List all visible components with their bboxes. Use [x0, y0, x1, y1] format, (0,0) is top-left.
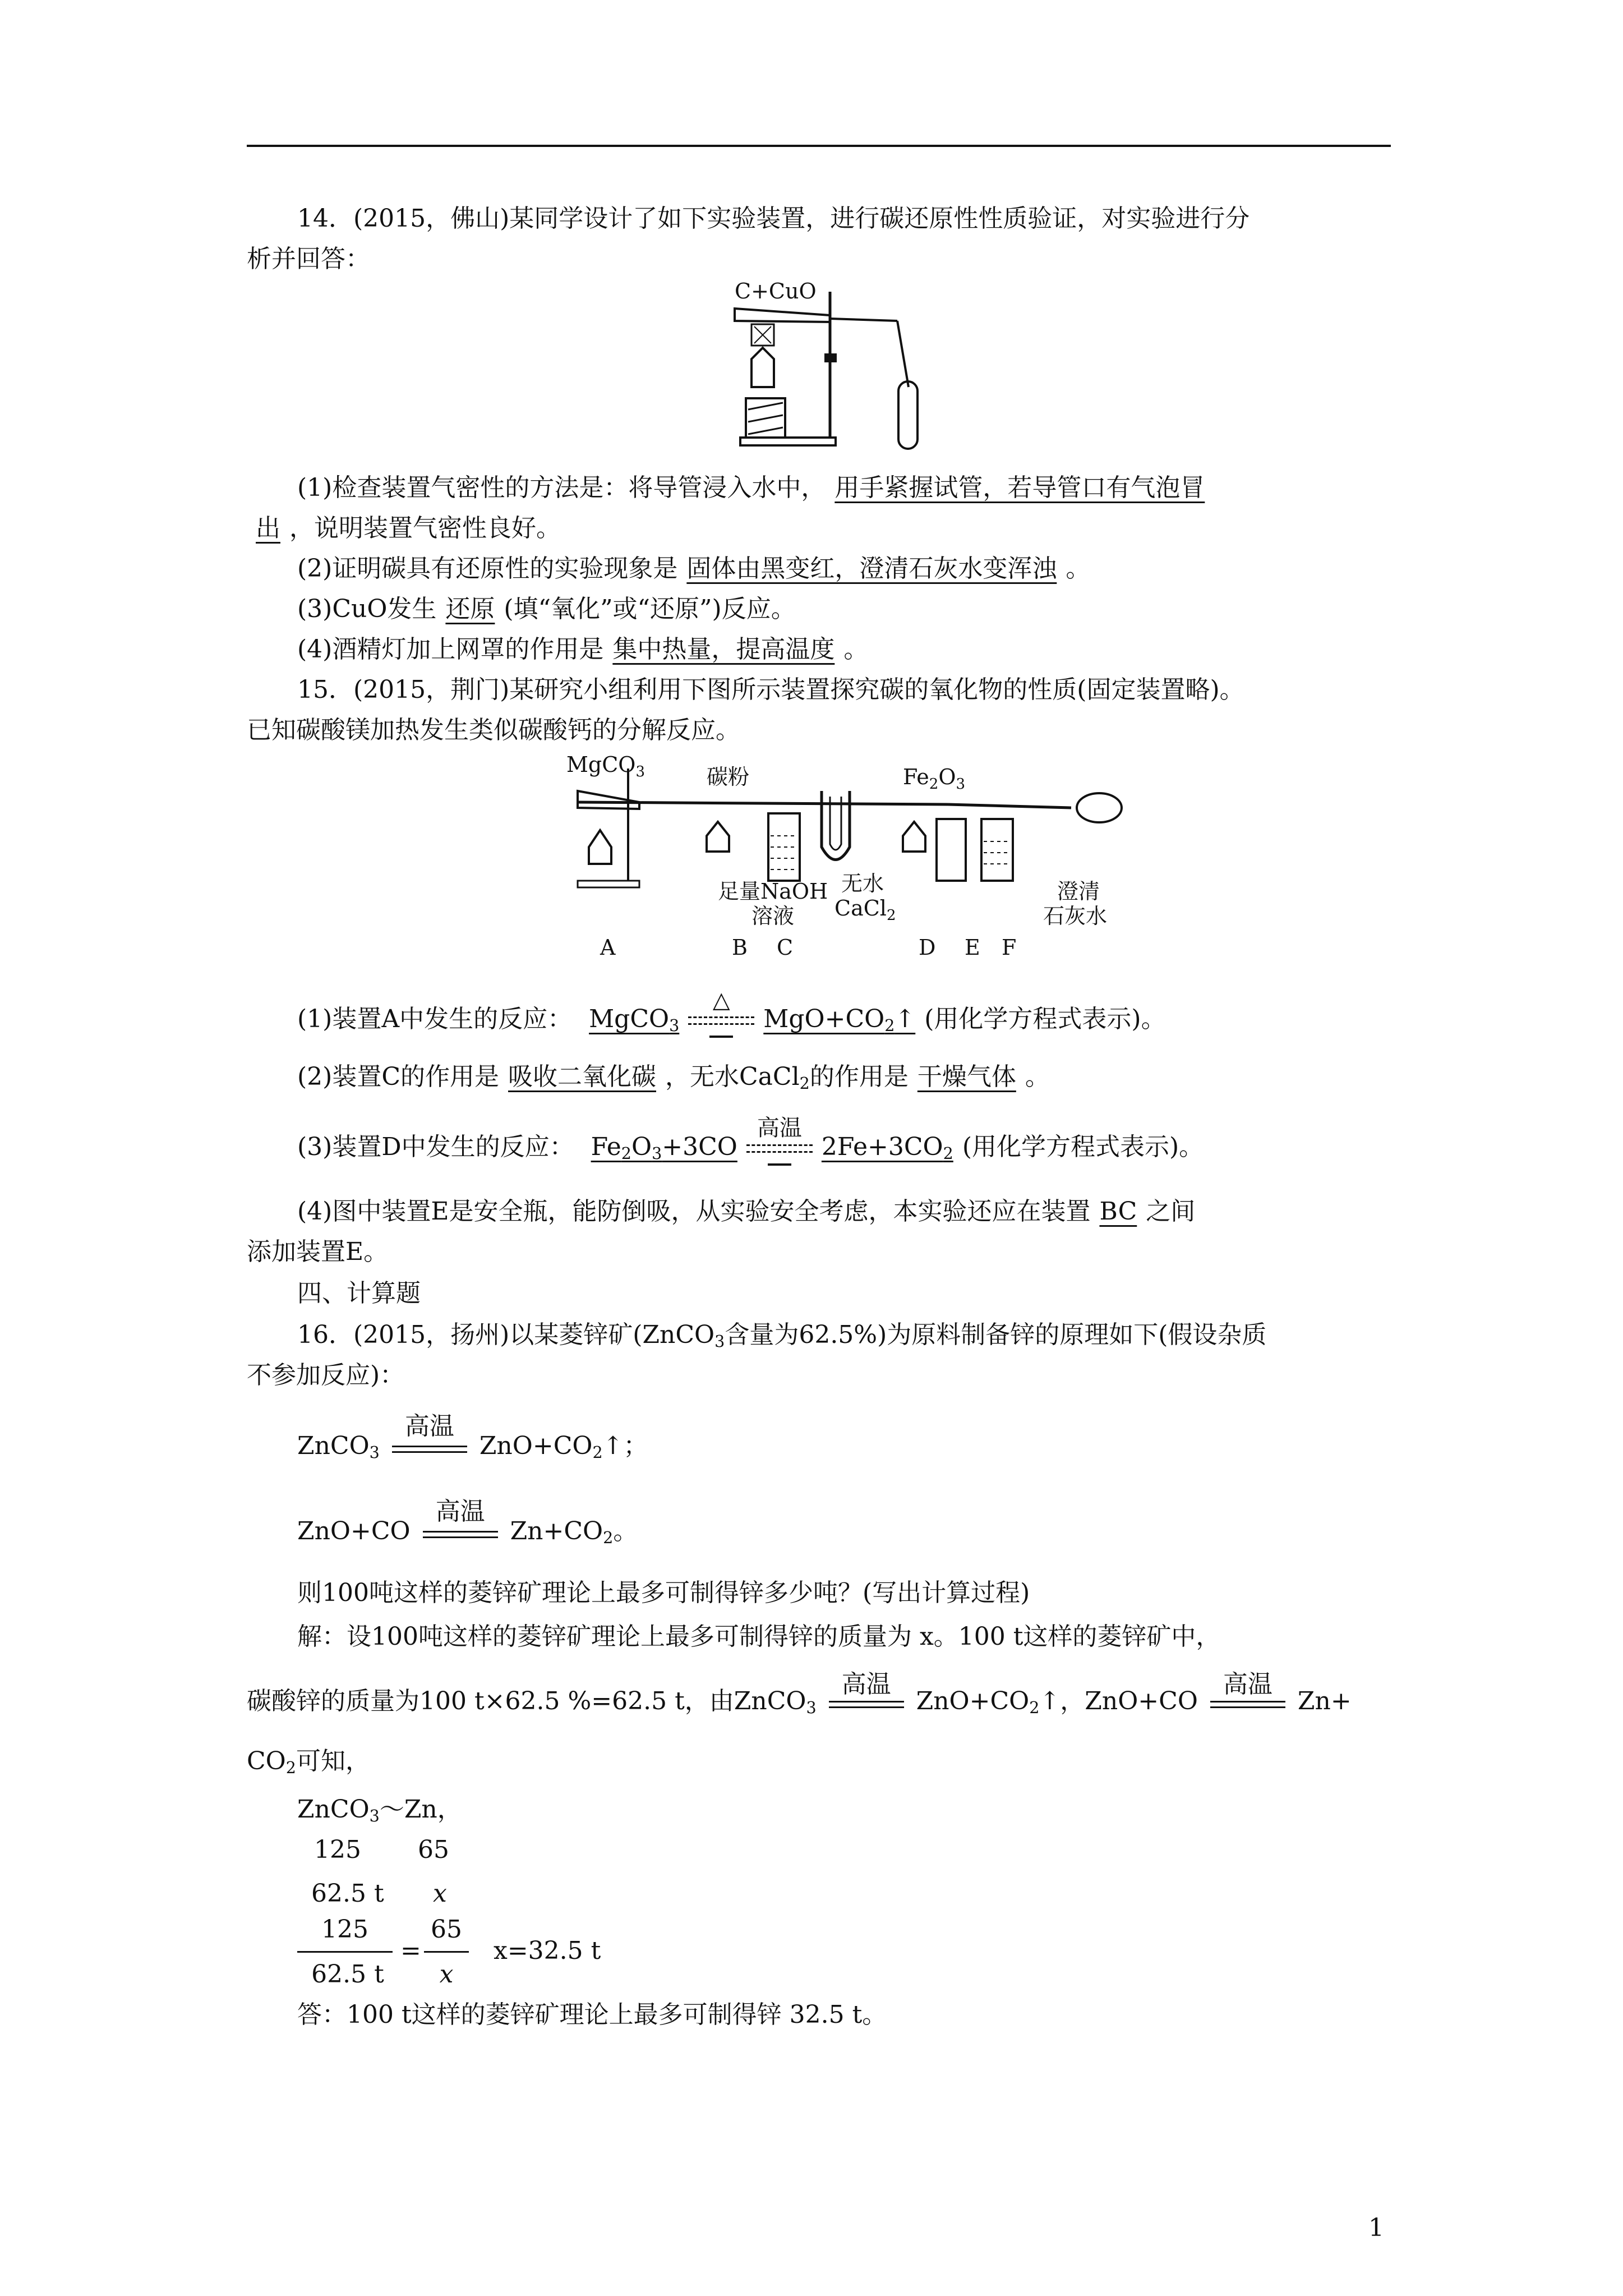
q15-answer-2b: 干燥气体: [917, 1062, 1016, 1091]
q16-molar-mass-1: 125: [314, 1835, 361, 1864]
q15-line-1: 15．(2015，荆门)某研究小组利用下图所示装置探究碳的氧化物的性质(固定装置略)。: [297, 675, 1244, 704]
q15-answer-1: MgCO$_3$ △ $MgO+CO_2↑$: [580, 1005, 924, 1033]
q15-label-D: D: [919, 935, 936, 960]
q15-part-4-cont: 添加装置E。: [247, 1237, 389, 1266]
q14-answer-4: 集中热量，提高温度: [612, 635, 835, 664]
q14-line-1: 14．(2015，佛山)某同学设计了如下实验装置，进行碳还原性性质验证，对实验进行分: [297, 204, 1250, 233]
q15-label-mgco3: MgCO$_3$: [566, 752, 645, 780]
q15-label-lime-2: 石灰水: [1043, 904, 1108, 928]
q14-part-4: (4)酒精灯加上网罩的作用是 集中热量，提高温度 。: [297, 635, 869, 664]
q16-solution-3: $CO_2$可知，: [247, 1747, 370, 1778]
q15-label-lime-1: 澄清: [1057, 879, 1100, 904]
page-number: 1: [1368, 2214, 1384, 2242]
q14-answer-1a: 用手紧握试管，若导管口有气泡冒: [834, 473, 1205, 502]
q14-part-3: (3)CuO发生 还原 (填“氧化”或“还原”)反应。: [297, 595, 796, 623]
q14-part-1: (1)检查装置气密性的方法是：将导管浸入水中， 用手紧握试管，若导管口有气泡冒: [297, 471, 1214, 505]
q16-question: 则100吨这样的菱锌矿理论上最多可制得锌多少吨？(写出计算过程): [297, 1579, 1030, 1607]
q14-answer-2: 固体由黑变红，澄清石灰水变浑浊: [686, 554, 1057, 583]
q15-label-A: A: [600, 935, 616, 960]
q16-fraction-2-bar: [424, 1951, 469, 1953]
q14-part-2: (2)证明碳具有还原性的实验现象是 固体由黑变红，澄清石灰水变浑浊 。: [297, 554, 1091, 583]
q15-part-3: (3)装置D中发生的反应： $Fe_2O_3+3CO$ 高温 $2Fe+3CO_2$ (用化学方程式表示)。: [297, 1128, 1204, 1173]
q15-label-E: E: [965, 935, 980, 960]
q16-solution-1: 解：设100吨这样的菱锌矿理论上最多可制得锌的质量为 x。100 t这样的菱锌矿中，: [297, 1622, 1221, 1651]
q15-label-carbon: 碳粉: [707, 765, 750, 789]
q16-line-1: 16．(2015，扬州)以某菱锌矿(ZnCO$_3$含量为62.5%)为原料制备锌的原理如下(假设杂质: [297, 1320, 1267, 1351]
q16-fraction-2-denominator: x: [439, 1960, 454, 1989]
q15-answer-3: $Fe_2O_3+3CO$ 高温 $2Fe+3CO_2$: [582, 1133, 962, 1161]
q15-part-4: (4)图中装置E是安全瓶，能防倒吸，从实验安全考虑，本实验还应在装置 BC 之间: [297, 1197, 1196, 1226]
q15-label-cacl-2: CaCl$_2$: [834, 896, 896, 924]
q15-label-naoh-1: 足量NaOH: [718, 879, 828, 904]
q16-equation-2: ZnO+CO 高温 $Zn+CO_2$。: [297, 1497, 638, 1548]
q16-fraction-1-denominator: 62.5 t: [311, 1960, 384, 1989]
q16-relation: ZnCO$_3$～Zn，: [297, 1795, 462, 1826]
q15-label-naoh-2: 溶液: [751, 904, 795, 928]
q16-fraction-2-numerator: 65: [431, 1915, 462, 1944]
section-heading-calc: 四、计算题: [297, 1279, 421, 1308]
q14-part-1-cont: 出 ，说明装置气密性良好。: [247, 512, 561, 545]
q16-result: x=32.5 t: [494, 1936, 601, 1965]
q14-label-c-cuo: C+CuO: [735, 279, 817, 303]
q15-label-B: B: [732, 935, 748, 960]
q16-unknown-x: x: [433, 1879, 447, 1908]
q16-line-2: 不参加反应)：: [247, 1361, 405, 1389]
q16-fraction-equals: =: [400, 1936, 421, 1965]
q15-label-fe2o3: $Fe_2O_3$: [903, 765, 966, 793]
q16-fraction-1-bar: [297, 1951, 393, 1953]
q14-line-2: 析并回答：: [247, 245, 370, 273]
q14-apparatus-figure: [723, 275, 959, 454]
q16-fraction-1-numerator: 125: [321, 1915, 368, 1944]
q15-apparatus-figure: [566, 752, 1127, 965]
q14-answer-3: 还原: [445, 595, 495, 623]
q15-answer-2a: 吸收二氧化碳: [508, 1062, 656, 1091]
q15-part-2: (2)装置C的作用是 吸收二氧化碳 ，无水CaCl$_2$的作用是 干燥气体 。: [297, 1062, 1050, 1093]
q15-part-1: (1)装置A中发生的反应： MgCO$_3$ △ $MgO+CO_2↑$ (用化学方程式表示)。: [297, 1000, 1166, 1045]
q16-answer: 答：100 t这样的菱锌矿理论上最多可制得锌 32.5 t。: [297, 2000, 887, 2029]
q15-answer-4: BC: [1099, 1197, 1137, 1226]
q16-mass-znco3: 62.5 t: [311, 1879, 384, 1908]
q15-label-C: C: [777, 935, 794, 960]
q16-molar-mass-2: 65: [418, 1835, 449, 1864]
heating-condition: △: [685, 1004, 758, 1038]
q15-line-2: 已知碳酸镁加热发生类似碳酸钙的分解反应。: [247, 716, 740, 744]
q15-label-cacl-1: 无水: [841, 871, 884, 896]
header-rule: [247, 145, 1391, 147]
q15-label-F: F: [1002, 935, 1017, 960]
q16-solution-2: 碳酸锌的质量为100 t×62.5 %=62.5 t，由ZnCO$_3$ 高温 $ZnO+CO_2↑$，ZnO+CO 高温 Zn+: [247, 1669, 1352, 1718]
high-temp-condition: 高温: [743, 1132, 816, 1166]
q14-answer-1b: 出: [256, 514, 280, 542]
q16-equation-1: ZnCO$_3$ 高温 $ZnO+CO_2↑$；: [297, 1411, 648, 1462]
